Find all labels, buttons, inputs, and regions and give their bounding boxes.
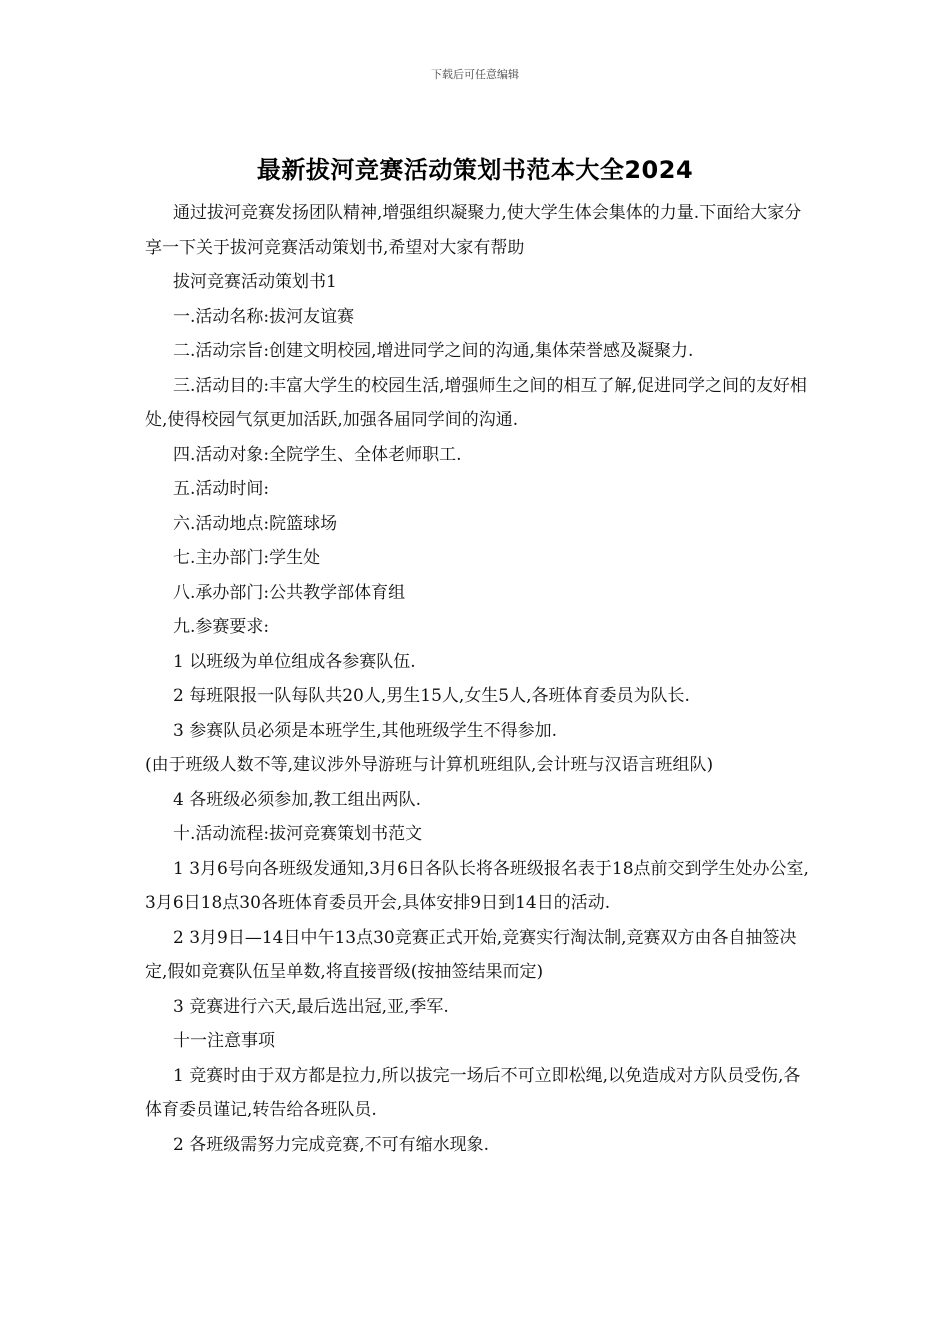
paragraph: 九.参赛要求:: [173, 617, 270, 637]
intro-paragraph: 通过拔河竞赛发扬团队精神,增强组织凝聚力,使大学生体会集体的力量.下面给大家分享一下关于拔河竞赛活动策划书,希望对大家有帮助: [145, 203, 802, 258]
paragraph: 十.活动流程:拔河竞赛策划书范文: [173, 824, 423, 844]
paragraph: 十一注意事项: [173, 1031, 275, 1051]
paragraph: 八.承办部门:公共教学部体育组: [173, 582, 406, 603]
section-heading: 拔河竞赛活动策划书1: [173, 272, 337, 292]
paragraph: 四.活动对象:全院学生、全体老师职工.: [173, 444, 462, 465]
paragraph: 七.主办部门:学生处: [173, 548, 321, 568]
list-item: 1 3月6号向各班级发通知,3月6日各队长将各班级报名表于18点前交到学生处办公室,3月6日18点30各班体育委员开会,具体安排9日到14日的活动.: [145, 858, 809, 913]
list-item: 1 竞赛时由于双方都是拉力,所以拔完一场后不可立即松绳,以免造成对方队员受伤,各体育委员谨记,转告给各班队员.: [145, 1065, 801, 1120]
paragraph-note: (由于班级人数不等,建议涉外导游班与计算机班组队,会计班与汉语言班组队): [145, 755, 714, 775]
list-item: 2 3月9日—14日中午13点30竞赛正式开始,竞赛实行淘汰制,竞赛双方由各自抽签决定,假如竞赛队伍呈单数,将直接晋级(按抽签结果而定): [145, 927, 797, 982]
paragraph: 一.活动名称:拔河友谊赛: [173, 306, 355, 327]
list-item: 3 竞赛进行六天,最后选出冠,亚,季军.: [173, 996, 449, 1017]
list-item: 3 参赛队员必须是本班学生,其他班级学生不得参加.: [173, 720, 558, 741]
list-item: 4 各班级必须参加,教工组出两队.: [173, 789, 422, 810]
paragraph: 六.活动地点:院篮球场: [173, 513, 338, 534]
paragraph: 三.活动目的:丰富大学生的校园生活,增强师生之间的相互了解,促进同学之间的友好相处,使得校园气氛更加活跃,加强各届同学间的沟通.: [145, 375, 807, 430]
list-item: 1 以班级为单位组成各参赛队伍.: [173, 651, 416, 672]
header-note: 下载后可任意编辑: [431, 68, 519, 81]
list-item: 2 各班级需努力完成竞赛,不可有缩水现象.: [173, 1134, 490, 1155]
document-title: 最新拔河竞赛活动策划书范本大全2024: [256, 156, 694, 184]
paragraph: 二.活动宗旨:创建文明校园,增进同学之间的沟通,集体荣誉感及凝聚力.: [173, 341, 694, 361]
list-item: 2 每班限报一队每队共20人,男生15人,女生5人,各班体育委员为队长.: [173, 686, 690, 706]
document-body: [145, 196, 813, 1162]
paragraph: 五.活动时间:: [173, 479, 270, 499]
